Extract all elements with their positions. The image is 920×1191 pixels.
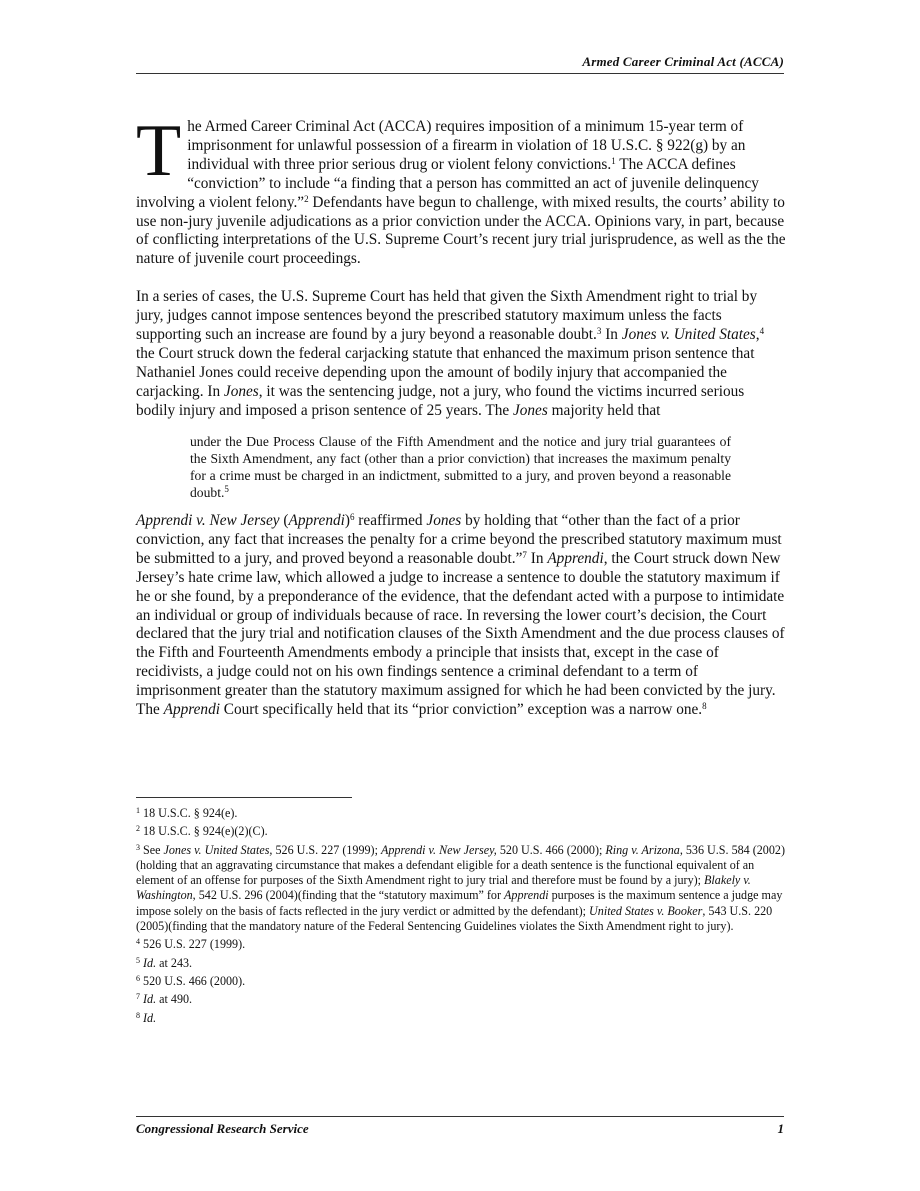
paragraph-intro xyxy=(136,110,786,269)
footnote-rule xyxy=(136,797,352,798)
block-quote xyxy=(190,433,731,501)
case-name: Apprendi xyxy=(288,511,345,529)
footnote-text: at 243. xyxy=(156,955,193,970)
footnote-6 xyxy=(136,974,786,989)
footnote-ref-6[interactable]: 6 xyxy=(349,511,355,522)
footnote-number: 2 xyxy=(136,824,140,834)
footnote-ref-5[interactable]: 5 xyxy=(224,483,229,494)
id-citation: Id. xyxy=(143,1010,157,1025)
footnote-number: 8 xyxy=(136,1010,140,1020)
case-name: Ring v. Arizona xyxy=(605,842,680,857)
text-run: the Court struck down the federal carjacking statute that enhanced the maximum prison sentence that Nathaniel Jones could receive depending upon the amount of bodily injury that accompanied the carjacking. In xyxy=(136,344,755,400)
footnote-ref-7[interactable]: 7 xyxy=(522,549,527,560)
footnote-ref-1[interactable]: 1 xyxy=(611,155,616,166)
case-name: Jones xyxy=(512,401,548,419)
footnote-ref-8[interactable]: 8 xyxy=(702,701,707,712)
footnote-8 xyxy=(136,1011,786,1026)
text-run: In a series of cases, the U.S. Supreme Court has held that given the Sixth Amendment right to trial by jury, judges cannot impose sentences beyond the prescribed statutory maximum unless the facts supporting such an increase are found by a jury beyond a reasonable doubt. xyxy=(136,288,758,344)
footnote-text: 18 U.S.C. § 924(e). xyxy=(140,806,238,820)
case-name: Apprendi xyxy=(547,549,604,567)
paragraph-apprendi xyxy=(136,512,786,720)
text-run: Defendants have begun to challenge, with mixed results, the courts’ ability to use non-jury juvenile adjudications as a prior conviction under the ACCA. Opinions vary, in part, because of conflicting interpretations of the U.S. Supreme Court’s recent jury trial jurisprudence, as well as the the nature of juvenile court proceedings. xyxy=(136,193,786,268)
footnote-7 xyxy=(136,992,786,1007)
footnote-1 xyxy=(136,806,786,821)
text-run: he Armed Career Criminal Act (ACCA) requires imposition of a minimum 15-year term of imprisonment for unlawful possession of a firearm in violation of 18 U.S.C. § 922(g) by an individual with three prior serious drug or violent felony convictions. xyxy=(187,118,746,173)
running-header-title: Armed Career Criminal Act (ACCA) xyxy=(582,54,784,69)
footnote-ref-2[interactable]: 2 xyxy=(304,193,309,204)
footnote-number: 3 xyxy=(136,842,140,852)
case-name: Apprendi xyxy=(504,888,549,903)
text-run: In xyxy=(601,326,622,344)
text-run: majority held that xyxy=(547,401,661,419)
footnote-5 xyxy=(136,956,786,971)
text-run: The ACCA defines “conviction” to include “a finding that a person has committed an act of juvenile delinquency involving a violent felony.” xyxy=(136,155,759,211)
case-name: Jones v. United States xyxy=(621,326,756,344)
footnote-text: 520 U.S. 466 (2000); xyxy=(496,842,606,857)
id-citation: Id. xyxy=(143,955,157,970)
footnote-text: purposes is the maximum sentence a judge may impose solely on the basis of facts reflected in the jury verdict or admitted by the defendant); xyxy=(136,888,783,918)
footer-rule xyxy=(136,1116,784,1117)
case-name: United States v. Booker xyxy=(589,903,703,918)
footnote-ref-3[interactable]: 3 xyxy=(596,326,602,337)
footnote-text: , 542 U.S. 296 (2004)(finding that the “statutory maximum” for xyxy=(192,888,505,903)
footnote-text: 18 U.S.C. § 924(e)(2)(C). xyxy=(140,824,268,839)
body-text xyxy=(136,110,786,720)
footer-publisher: Congressional Research Service xyxy=(136,1121,309,1136)
footnote-2 xyxy=(136,824,786,839)
footnote-number: 7 xyxy=(136,992,140,1002)
text-run: by holding that “other than the fact of a prior conviction, any fact that increases the penalty for a crime beyond the prescribed statutory maximum must be submitted to a jury, and proved beyond a reasonable doubt.” xyxy=(136,511,782,567)
footnote-number: 4 xyxy=(136,937,140,947)
text-run: In xyxy=(526,549,548,567)
case-name: Apprendi xyxy=(163,701,220,719)
page-number: 1 xyxy=(777,1121,784,1136)
footnote-text: , 543 U.S. 220 (2005)(finding that the mandatory nature of the Federal Sentencing Guidelines violates the Sixth Amendment right to jury). xyxy=(136,903,773,934)
footnote-number: 6 xyxy=(136,973,140,983)
footnote-4 xyxy=(136,937,786,952)
drop-cap: T xyxy=(136,110,182,192)
text-run: , xyxy=(755,326,760,344)
footnote-text: at 490. xyxy=(156,992,193,1007)
header-rule xyxy=(136,73,784,74)
id-citation: Id. xyxy=(143,992,157,1007)
text-run: , it was the sentencing judge, not a jury, who found the victims incurred serious bodily injury and imposed a prison sentence of 25 years. The xyxy=(136,382,745,419)
case-name: Apprendi v. New Jersey xyxy=(136,511,280,529)
footnote-text: See xyxy=(140,842,164,857)
text-run: Court specifically held that its “prior conviction” exception was a narrow one. xyxy=(219,701,703,719)
case-name: Jones v. United States, xyxy=(163,842,273,857)
case-name: Jones xyxy=(426,511,462,529)
quote-text: under the Due Process Clause of the Fifth Amendment and the notice and jury trial guarantees of the Sixth Amendment, any fact (other than a prior conviction) that increases the maximum penalty for a crime must be charged in an indictment, submitted to a jury, and proven beyond a reasonable doubt. xyxy=(190,433,731,500)
footnote-text: , 536 U.S. 584 (2002)(holding that an aggravating circumstance that makes a defendant eligible for a death sentence is the functional equivalent of an element of an offense for purposes of the Sixth Amendment right to jury trial and therefore must be found by a jury); xyxy=(136,842,785,888)
footnote-ref-4[interactable]: 4 xyxy=(759,326,765,337)
paragraph-jones xyxy=(136,288,786,420)
text-run: , the Court struck down New Jersey’s hate crime law, which allowed a judge to increase a sentence to double the statutory maximum if he or she found, by a preponderance of the evidence, that the defendant acted with a purpose to intimidate an individual or group of individuals because of race. In reversing the lower court’s decision, the Court declared that the jury trial and notification clauses of the Sixth Amendment and the due process clauses of the Fifth and Fourteenth Amendments embody a principle that insists that, except in the case of recidivists, a judge could not on his own findings sentence a criminal defendant to a term of imprisonment greater than the statutory maximum assigned for which he had been convicted by the jury. The xyxy=(136,549,785,719)
footnotes xyxy=(136,806,786,1029)
text-run: reaffirmed xyxy=(354,511,427,529)
footnote-text: 526 U.S. 227 (1999); xyxy=(272,842,381,857)
footnote-text: 526 U.S. 227 (1999). xyxy=(140,937,246,952)
footnote-text: 520 U.S. 466 (2000). xyxy=(140,973,246,988)
text-run: ) xyxy=(344,511,350,529)
footnote-number: 1 xyxy=(136,806,140,815)
footnote-number: 5 xyxy=(136,955,140,965)
case-name: Jones xyxy=(223,382,259,400)
case-name: Apprendi v. New Jersey, xyxy=(380,842,497,857)
case-name: Blakely v. Washington xyxy=(136,873,751,903)
text-run: ( xyxy=(279,511,289,529)
footnote-3 xyxy=(136,843,786,935)
